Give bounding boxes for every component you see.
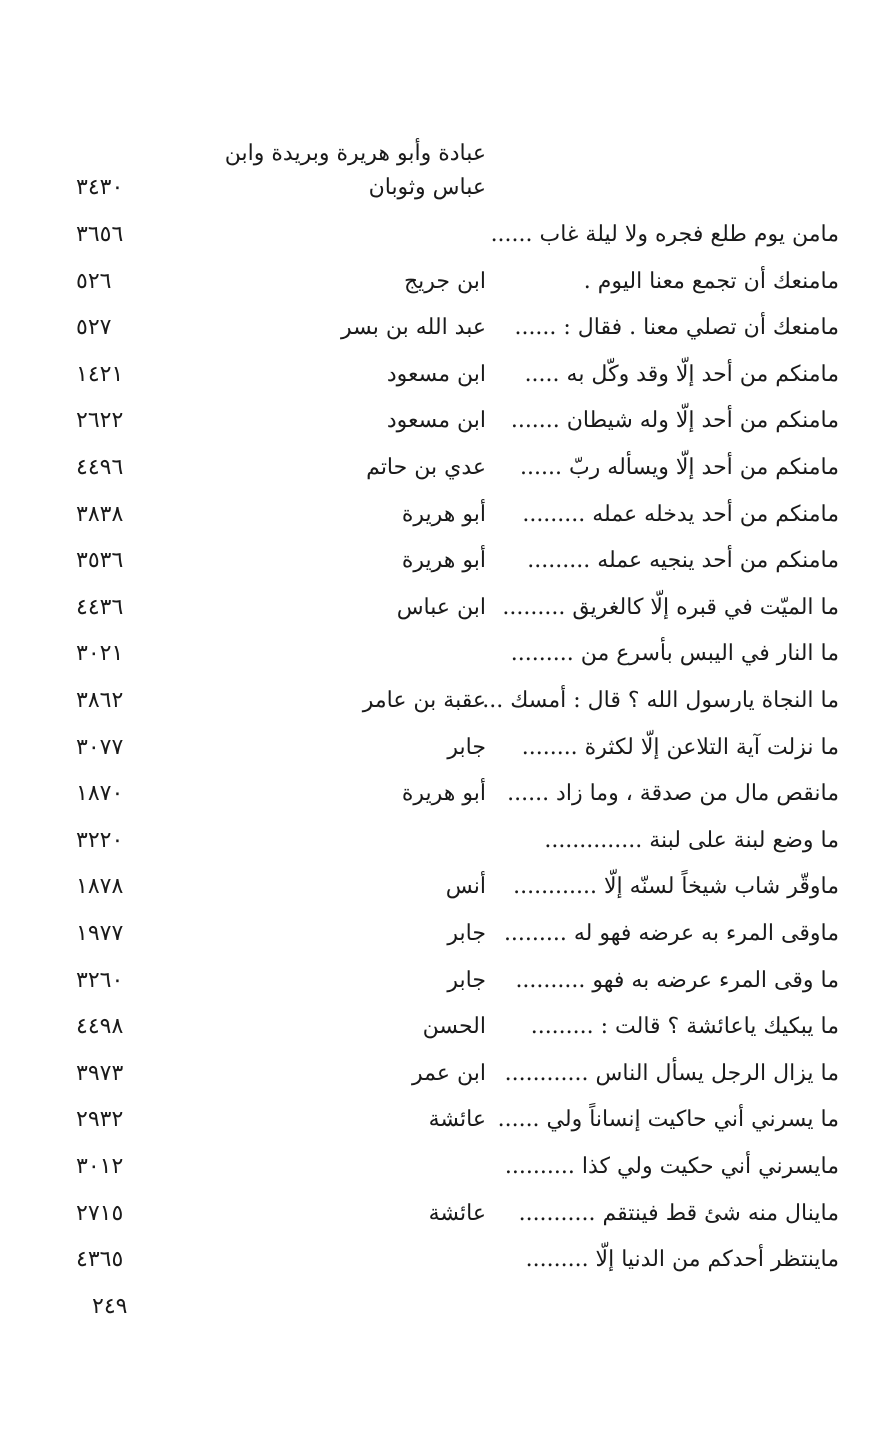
- hadith-text: مامنكم من أحد ينجيه عمله .........: [527, 548, 839, 574]
- index-row: [0, 1054, 891, 1094]
- hadith-text: ما النجاة يارسول الله ؟ قال : أمسك ...: [482, 688, 839, 713]
- index-row: [0, 867, 891, 907]
- hadith-text: مامنكم من أحد يدخله عمله .........: [522, 501, 839, 527]
- index-row: [0, 961, 891, 1001]
- head-narrator-line1: عبادة وأبو هريرة وبريدة وابن: [224, 141, 486, 166]
- hadith-text: مامنعك أن تصلي معنا . فقال : ......: [514, 315, 839, 341]
- head-narrator-line2: عباس وثوبان: [368, 175, 486, 200]
- hadith-text: ما يسرني أني حاكيت إنساناً ولي ......: [497, 1107, 839, 1133]
- hadith-number: ٣٦٥٦: [76, 222, 124, 247]
- hadith-text: مامنعك أن تجمع معنا اليوم .: [583, 268, 839, 294]
- narrator-name: ابن جريج: [403, 268, 486, 294]
- index-row: [0, 355, 891, 395]
- index-row: [0, 401, 891, 441]
- index-row: [0, 774, 891, 814]
- hadith-text: ماوقى المرء به عرضه فهو له .........: [503, 921, 839, 946]
- index-row: [0, 308, 891, 348]
- hadith-number: ٤٤٣٦: [76, 594, 124, 620]
- narrator-name: أنس: [445, 874, 486, 900]
- head-number: ٣٤٣٠: [76, 175, 124, 200]
- hadith-number: ٢٧١٥: [76, 1200, 124, 1226]
- hadith-text: ما النار في اليبس بأسرع من .........: [510, 641, 839, 667]
- hadith-number: ٥٢٧: [76, 315, 112, 341]
- narrator-name: ابن مسعود: [386, 361, 486, 387]
- hadith-number: ٣٠٢١: [76, 641, 124, 667]
- narrator-name: ابن مسعود: [386, 408, 486, 434]
- hadith-text: مامن يوم طلع فجره ولا ليلة غاب ......: [490, 222, 839, 247]
- narrator-name: أبو هريرة: [401, 501, 486, 527]
- hadith-text: ما وقى المرء عرضه به فهو ..........: [515, 967, 839, 993]
- page-number: ٢٤٩: [92, 1294, 128, 1319]
- hadith-number: ١٤٢١: [76, 361, 124, 387]
- hadith-number: ٤٣٦٥: [76, 1247, 124, 1273]
- hadith-number: ٣٨٦٢: [76, 688, 124, 713]
- hadith-number: ٣٢٢٠: [76, 827, 124, 853]
- hadith-text: ما الميّت في قبره إلّا كالغريق .........: [502, 594, 839, 620]
- narrator-name: عائشة: [428, 1200, 486, 1226]
- hadith-number: ٣٠٧٧: [76, 734, 124, 760]
- index-row: [0, 1007, 891, 1047]
- index-row: [0, 262, 891, 302]
- hadith-number: ١٩٧٧: [76, 921, 124, 946]
- narrator-name: عبد الله بن بسر: [341, 315, 486, 341]
- hadith-text: مانقص مال من صدقة ، وما زاد ......: [507, 781, 839, 807]
- narrator-name: ابن عمر: [412, 1060, 486, 1086]
- narrator-name: جابر: [447, 967, 486, 993]
- hadith-text: مامنكم من أحد إلّا وله شيطان .......: [510, 408, 839, 434]
- hadith-number: ٤٤٩٨: [76, 1014, 124, 1040]
- hadith-text: ماينتظر أحدكم من الدنيا إلّا .........: [525, 1247, 839, 1273]
- index-row: [0, 215, 891, 255]
- index-row: [0, 495, 891, 535]
- narrator-name: ابن عباس: [396, 594, 486, 620]
- hadith-number: ٥٢٦: [76, 268, 112, 294]
- hadith-number: ٤٤٩٦: [76, 455, 124, 480]
- hadith-number: ٣٢٦٠: [76, 967, 124, 993]
- index-row: [0, 728, 891, 768]
- index-row: [0, 821, 891, 861]
- hadith-number: ١٨٧٠: [76, 781, 124, 807]
- index-row: [0, 588, 891, 628]
- narrator-name: عقبة بن عامر: [362, 688, 486, 713]
- hadith-number: ٣٠١٢: [76, 1154, 124, 1179]
- narrator-name: عدي بن حاتم: [366, 455, 486, 480]
- index-row: [0, 634, 891, 674]
- hadith-text: ماوقّر شاب شيخاً لسنّه إلّا ............: [513, 874, 839, 900]
- narrator-name: أبو هريرة: [401, 781, 486, 807]
- narrator-name: أبو هريرة: [401, 548, 486, 574]
- hadith-text: ما يزال الرجل يسأل الناس ............: [504, 1060, 839, 1086]
- hadith-text: مايسرني أني حكيت ولي كذا ..........: [504, 1154, 839, 1179]
- hadith-text: ما نزلت آية التلاعن إلّا لكثرة ........: [521, 734, 839, 760]
- hadith-number: ٢٦٢٢: [76, 408, 124, 434]
- index-row: [0, 1240, 891, 1280]
- hadith-number: ٢٩٣٢: [76, 1107, 124, 1133]
- hadith-text: ما يبكيك ياعائشة ؟ قالت : .........: [530, 1014, 839, 1040]
- index-row: [0, 448, 891, 488]
- index-row: [0, 1147, 891, 1187]
- narrator-name: جابر: [447, 734, 486, 760]
- hadith-number: ٣٥٣٦: [76, 548, 124, 574]
- index-row: [0, 541, 891, 581]
- hadith-text: ماينال منه شئ قط فينتقم ...........: [518, 1200, 839, 1226]
- hadith-text: مامنكم من أحد إلّا وقد وكّل به .....: [524, 361, 839, 387]
- index-row: [0, 1100, 891, 1140]
- narrator-name: عائشة: [428, 1107, 486, 1133]
- index-row: [0, 681, 891, 721]
- hadith-number: ١٨٧٨: [76, 874, 124, 900]
- hadith-text: ما وضع لبنة على لبنة ..............: [544, 827, 839, 853]
- narrator-name: جابر: [447, 921, 486, 946]
- hadith-number: ٣٨٣٨: [76, 501, 124, 527]
- hadith-number: ٣٩٧٣: [76, 1060, 124, 1086]
- index-row: [0, 914, 891, 954]
- narrator-name: الحسن: [422, 1014, 486, 1040]
- hadith-text: مامنكم من أحد إلّا ويسأله ربّ ......: [520, 455, 839, 480]
- index-row: [0, 1194, 891, 1234]
